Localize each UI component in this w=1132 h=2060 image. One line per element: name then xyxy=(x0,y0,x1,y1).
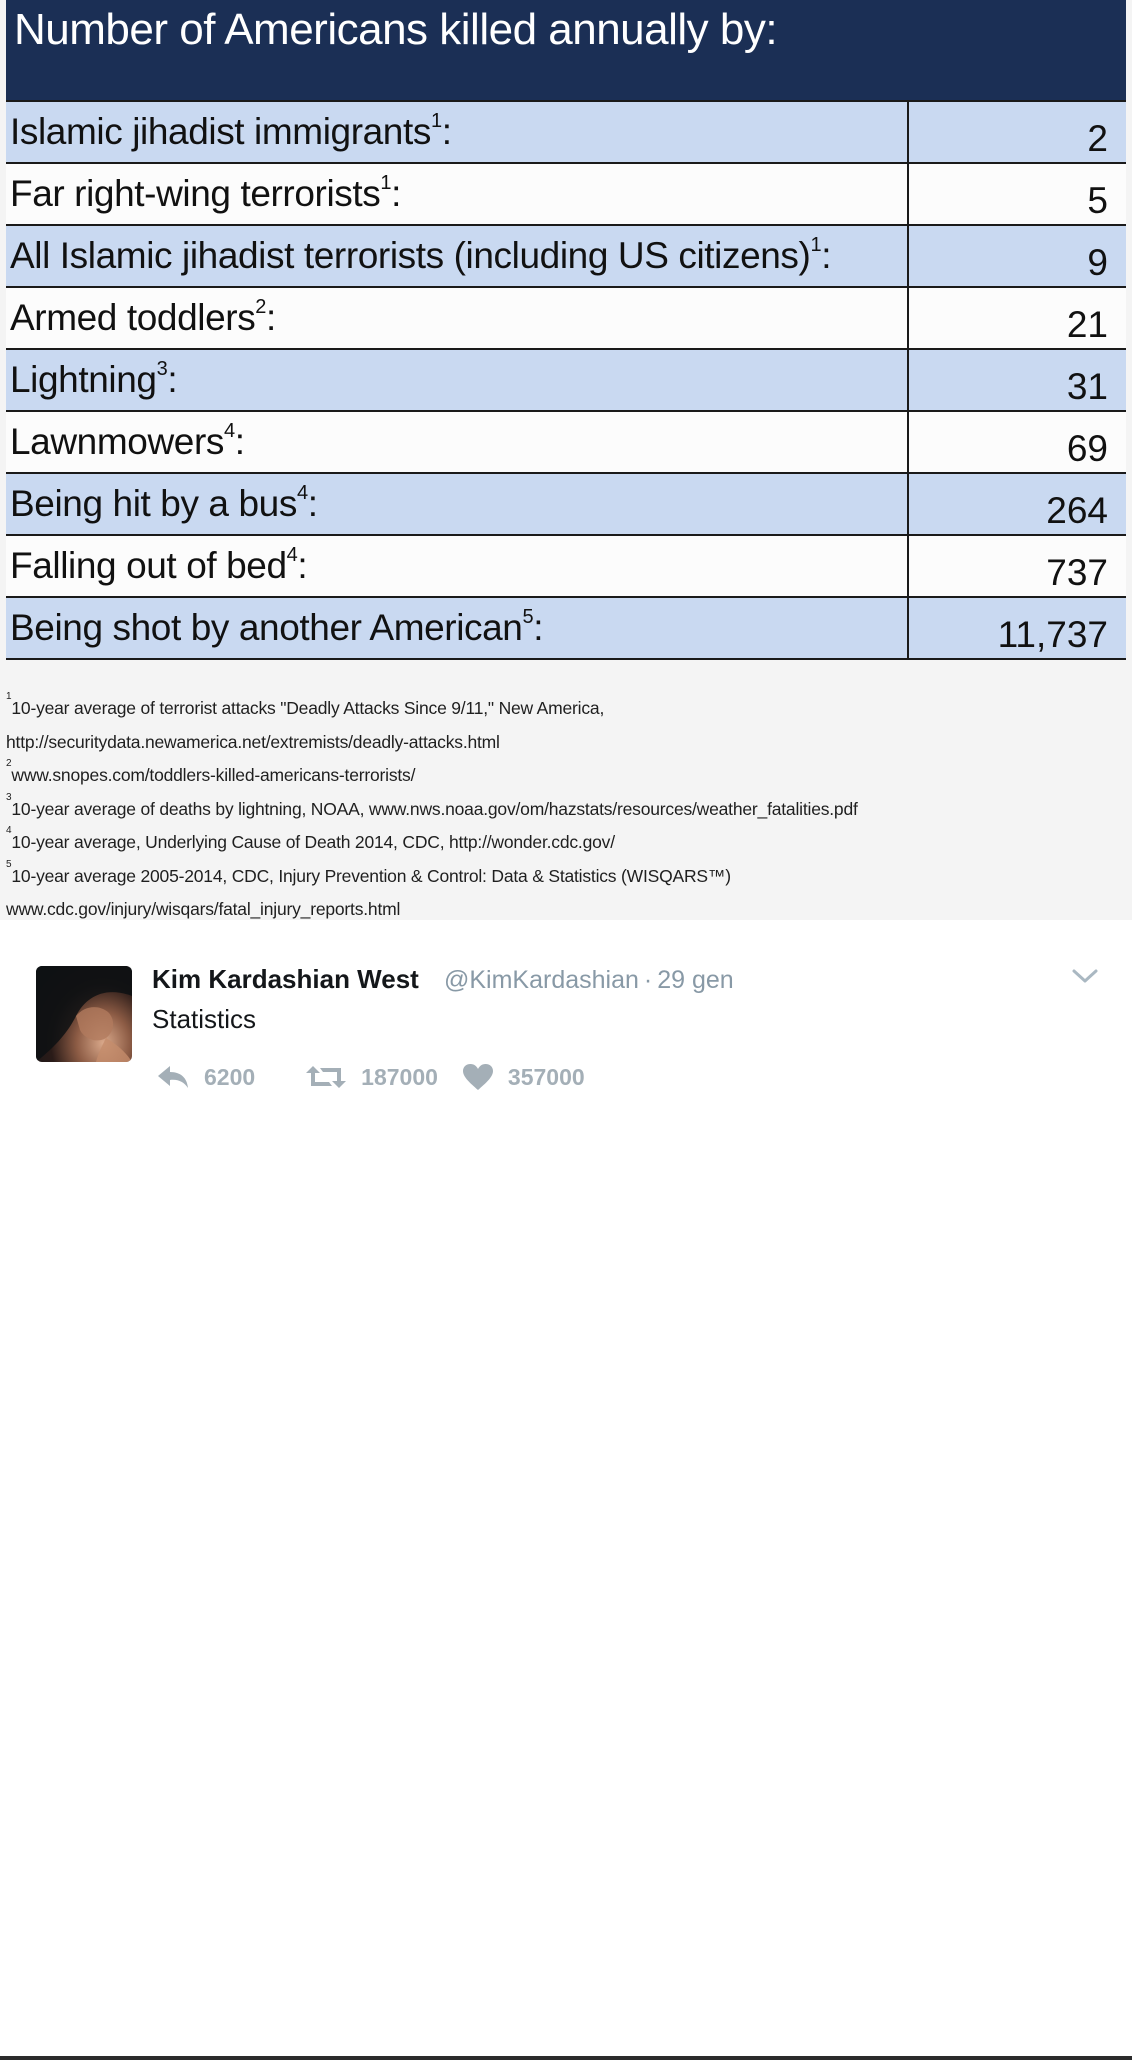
row-value: 5 xyxy=(908,163,1126,225)
table-row xyxy=(6,287,1126,349)
tweet-date[interactable]: 29 gen xyxy=(657,966,734,994)
footnote-marker: 5 xyxy=(522,605,534,628)
footnote-marker: 4 xyxy=(296,481,308,504)
footnote-line xyxy=(6,759,1116,793)
footnote-line xyxy=(6,726,1116,760)
row-label: Islamic jihadist immigrants$^1$: xyxy=(6,101,908,163)
infographic-title: Number of Americans killed annually by: xyxy=(14,5,778,54)
row-label-text: Lightning xyxy=(10,359,157,400)
author-name[interactable]: Kim Kardashian West xyxy=(152,964,419,994)
table-row xyxy=(6,473,1126,535)
reply-button[interactable] xyxy=(156,1064,255,1091)
row-label: Lawnmowers$^4$: xyxy=(6,411,908,473)
row-label-text: Armed toddlers xyxy=(10,297,256,338)
row-value: 264 xyxy=(908,473,1126,535)
tweet-options-button[interactable] xyxy=(1068,964,1102,988)
row-value: 737 xyxy=(908,535,1126,597)
avatar[interactable] xyxy=(36,966,132,1062)
footnote-line xyxy=(6,793,1116,827)
footnote-text: http://securitydata.newamerica.net/extremists/deadly-attacks.html xyxy=(6,731,500,752)
reply-count: 6200 xyxy=(204,1063,256,1090)
retweet-icon xyxy=(305,1064,347,1090)
footnotes xyxy=(6,692,1116,920)
footnote-line xyxy=(6,893,1116,920)
footnote-text: 10-year average of deaths by lightning, NOAA, www.nws.noaa.gov/om/hazstats/resources/weather_fatalities.pdf xyxy=(11,798,858,819)
row-label: Being shot by another American$^5$: xyxy=(6,597,908,659)
row-value: 9 xyxy=(908,225,1126,287)
footnote-marker: 3 xyxy=(156,357,168,380)
reply-icon xyxy=(156,1064,190,1090)
row-label: Being hit by a bus$^4$: xyxy=(6,473,908,535)
like-button[interactable] xyxy=(462,1063,585,1091)
table-row xyxy=(6,163,1126,225)
tweet-card xyxy=(0,920,1132,1140)
footnote-text: www.snopes.com/toddlers-killed-americans-terrorists/ xyxy=(11,765,416,785)
footnote-text: 10-year average of terrorist attacks "Deadly Attacks Since 9/11," New America, xyxy=(11,698,605,718)
divider xyxy=(0,2056,1132,2060)
table-row xyxy=(6,225,1126,287)
row-value: 2 xyxy=(908,101,1126,163)
footnote-line xyxy=(6,692,1116,726)
footnote-marker: 1 xyxy=(380,171,392,194)
row-label-text: Being shot by another American xyxy=(10,607,523,648)
row-label-text: Falling out of bed xyxy=(10,545,287,586)
table-row xyxy=(6,101,1126,163)
meta-separator: · xyxy=(643,966,653,994)
footnote-text: 10-year average 2005-2014, CDC, Injury Prevention & Control: Data & Statistics (WISQARS™) xyxy=(11,865,731,886)
chevron-down-icon xyxy=(1071,967,1099,985)
footnote-number: 5 xyxy=(6,858,12,870)
footnote-marker: 4 xyxy=(223,419,235,442)
table-row xyxy=(6,349,1126,411)
footnote-number: 1 xyxy=(6,691,12,702)
footnote-line xyxy=(6,826,1116,860)
stats-table xyxy=(6,100,1126,660)
footnote-marker: 1 xyxy=(430,109,442,132)
row-label-text: All Islamic jihadist terrorists (including US citizens) xyxy=(10,235,811,276)
retweet-count: 187000 xyxy=(361,1063,438,1090)
row-value: 69 xyxy=(908,411,1126,473)
author-meta xyxy=(444,966,734,995)
row-value: 21 xyxy=(908,287,1126,349)
row-value: 11,737 xyxy=(908,597,1126,659)
row-label-text: Being hit by a bus xyxy=(10,483,297,524)
footnote-number: 3 xyxy=(6,791,12,803)
row-value: 31 xyxy=(908,349,1126,411)
infographic-header xyxy=(6,0,1126,100)
table-row xyxy=(6,535,1126,597)
row-label: Armed toddlers$^2$: xyxy=(6,287,908,349)
footnote-marker: 2 xyxy=(255,295,267,318)
author-handle[interactable]: @KimKardashian xyxy=(444,966,639,994)
footnote-number: 2 xyxy=(6,758,12,769)
footnote-marker: 4 xyxy=(286,543,298,566)
footnote-line xyxy=(6,860,1116,894)
row-label-text: Islamic jihadist immigrants xyxy=(10,111,431,152)
table-row xyxy=(6,411,1126,473)
footnote-text: 10-year average, Underlying Cause of Death 2014, CDC, http://wonder.cdc.gov/ xyxy=(11,832,615,852)
row-label: Far right-wing terrorists$^1$: xyxy=(6,163,908,225)
footnote-number: 4 xyxy=(6,825,12,836)
retweet-button[interactable] xyxy=(305,1064,438,1091)
table-row xyxy=(6,597,1126,659)
row-label: Falling out of bed$^4$: xyxy=(6,535,908,597)
infographic-image[interactable] xyxy=(0,0,1132,920)
heart-icon xyxy=(462,1063,494,1091)
footnote-marker: 1 xyxy=(810,233,822,256)
footnote-text: www.cdc.gov/injury/wisqars/fatal_injury_reports.html xyxy=(6,899,401,919)
tweet-actions xyxy=(156,1060,613,1094)
like-count: 357000 xyxy=(507,1063,585,1090)
row-label: All Islamic jihadist terrorists (including US citizens)$^1$: xyxy=(6,225,908,287)
tweet-text: Statistics xyxy=(152,1004,257,1034)
row-label-text: Far right-wing terrorists xyxy=(10,173,381,214)
row-label-text: Lawnmowers xyxy=(10,421,224,462)
row-label: Lightning$^3$: xyxy=(6,349,908,411)
